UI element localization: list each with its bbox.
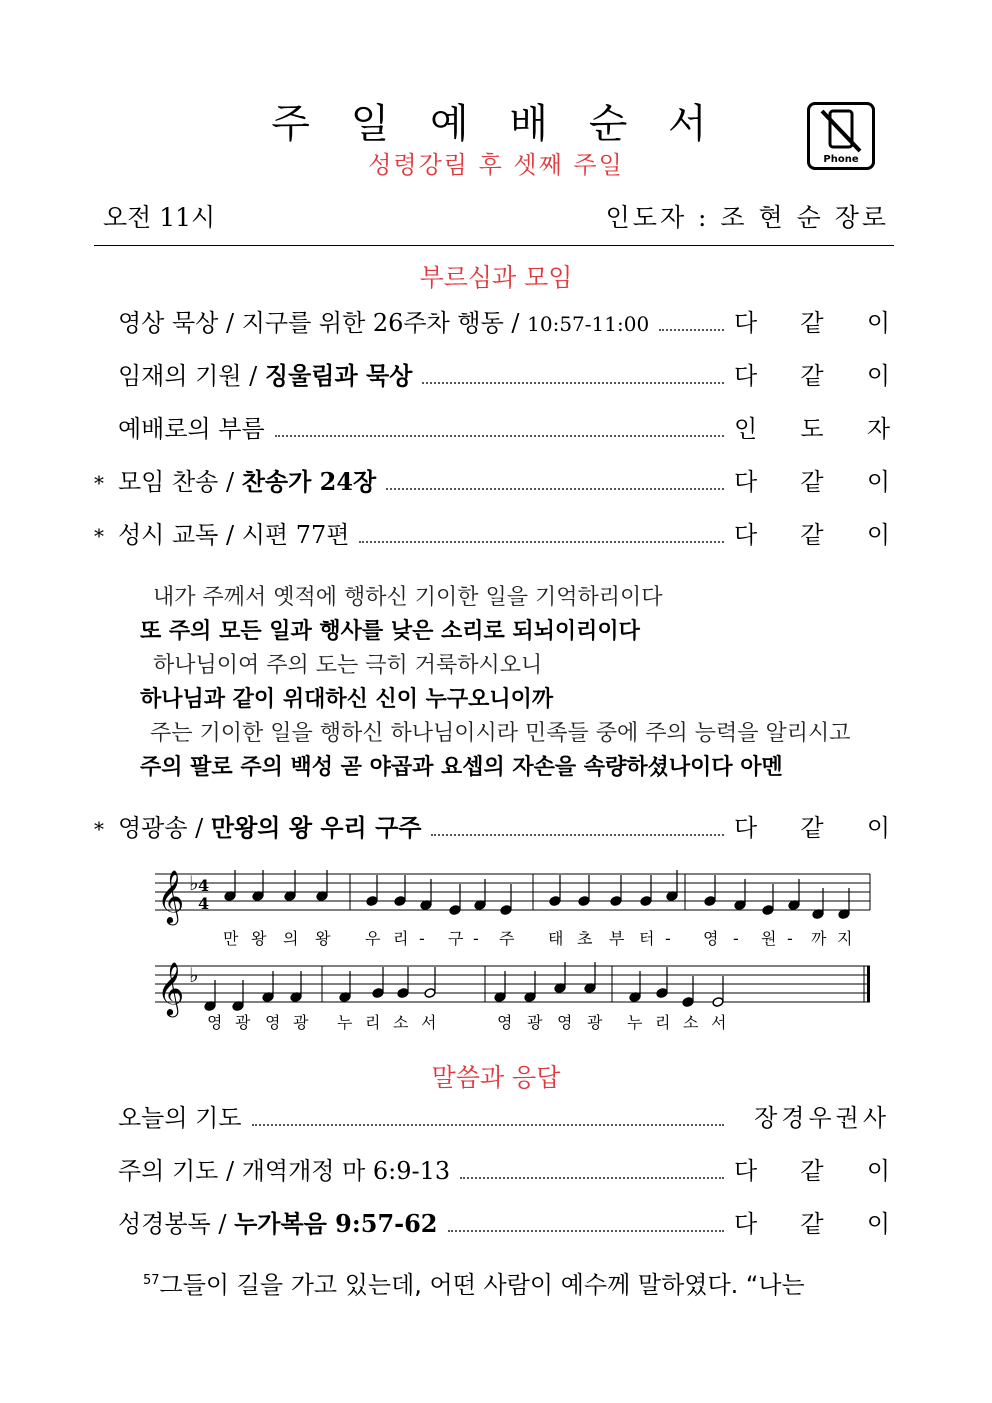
order-item [94,356,890,392]
psalm-response-line: 주의 팔로 주의 백성 곧 야곱과 요셉의 자손을 속량하셨나이다 아멘 [140,755,783,780]
lyric-syllable: 광 [527,1013,543,1032]
lyric-syllable: 소 [683,1013,699,1032]
lyric-syllable: 초 [577,929,593,948]
no-phone-icon [807,102,875,170]
order-item [94,303,890,339]
verse-text: 그들이 길을 가고 있는데, 어떤 사람이 예수께 말하였다. “나는 [159,1271,805,1299]
leader-dots [252,1123,724,1126]
lyric-syllable: 서 [421,1013,437,1032]
music-score [150,860,875,1050]
section-heading-gathering: 부르심과 모임 [419,263,573,292]
lyric-syllable: 광 [587,1013,603,1032]
header-divider [94,245,894,246]
item-label: 모임 찬송 / 찬송가 24장 [118,467,377,496]
note-head [704,896,716,907]
note-head [394,896,406,907]
order-item [94,409,890,445]
doxology-sheet-music [150,860,875,1054]
treble-clef: 𝄞 [157,961,185,1015]
flat-key-signature: ♭ [189,963,199,987]
lyric-syllable: 소 [393,1013,409,1032]
lyric-syllable: 부 [609,929,625,948]
lyric-syllable: 터 [639,929,655,948]
lyric-syllable: - [733,929,739,948]
lyric-syllable: 의 [283,929,299,948]
item-performer: 다 같 이 [734,1210,890,1238]
note-head [397,988,409,999]
lyric-syllable: 영 [557,1013,573,1032]
service-time: 오전 11시 [103,203,216,232]
item-performer: 다 같 이 [734,309,890,337]
lyric-syllable: - [419,929,425,948]
psalm-leader-line: 하나님이여 주의 도는 극히 거룩하시오니 [153,653,543,678]
time-signature-bottom: 4 [198,894,210,913]
item-performer: 다 같 이 [734,468,890,496]
leader-dots [359,540,724,543]
service-leader: 인도자 : 조 현 순 장로 [605,203,889,232]
lyric-syllable: - [665,929,671,948]
note-head [712,997,724,1008]
psalm-response-line: 또 주의 모든 일과 행사를 낮은 소리로 되뇌이리이다 [140,619,640,644]
time-signature-top: 4 [198,876,210,895]
note-head [549,896,561,907]
note-head [762,905,774,916]
lyric-syllable: 왕 [315,929,331,948]
lyric-syllable: 원 [761,929,777,948]
lyric-syllable: 왕 [251,929,267,948]
item-label: 성경봉독 / 누가복음 9:57-62 [118,1209,438,1238]
lyric-syllable: 리 [655,1013,671,1032]
order-item [94,515,890,551]
psalm-response-line: 하나님과 같이 위대하신 신이 누구오니이까 [140,687,554,712]
scripture-reading-text [143,1265,805,1300]
order-item [94,808,890,844]
item-performer: 다 같 이 [734,1157,890,1185]
flat-key-signature: ♭ [189,871,199,895]
item-performer: 인 도 자 [734,415,890,443]
note-head [578,896,590,907]
lyric-syllable: 구 [448,929,464,948]
psalm-leader-line: 주는 기이한 일을 행하신 하나님이시라 민족들 중에 주의 능력을 알리시고 [150,721,851,746]
page-title: 주 일 예 배 순 서 [271,101,721,147]
treble-clef: 𝄞 [157,869,185,923]
note-head [500,905,512,916]
note-head [366,896,378,907]
note-head [424,988,436,999]
leader-dots [386,487,724,490]
verse-number: 57 [143,1273,160,1288]
order-item [94,1204,890,1240]
item-label: 영광송 / 만왕의 왕 우리 구주 [118,813,422,842]
item-label: 성시 교독 / 시편 77편 [118,521,350,549]
item-label: 예배로의 부름 [118,415,265,443]
lyric-syllable: 서 [711,1013,727,1032]
item-performer: 장경우권사 [754,1104,890,1132]
leader-dots [422,381,724,384]
phone-label: Phone [823,154,859,165]
order-item [94,1151,890,1187]
item-performer: 다 같 이 [734,362,890,390]
lyric-syllable: 누 [337,1013,353,1032]
leader-dots [659,328,724,331]
lyric-syllable: 우 [365,929,381,948]
leader-dots [275,434,724,437]
lyric-syllable: - [473,929,479,948]
lyric-syllable: 영 [207,1013,223,1032]
lyric-syllable: 영 [265,1013,281,1032]
section-heading-word: 말씀과 응답 [431,1063,561,1092]
note-head [656,988,668,999]
lyric-syllable: 영 [703,929,719,948]
leader-dots [431,833,724,836]
page-subtitle: 성령강림 후 셋째 주일 [368,151,624,179]
item-label: 임재의 기원 / 징울림과 묵상 [118,361,413,390]
psalm-leader-line: 내가 주께서 옛적에 행하신 기이한 일을 기억하리이다 [153,585,663,610]
lyric-syllable: 지 [837,929,853,948]
note-head [610,896,622,907]
item-performer: 다 같 이 [734,814,890,842]
lyric-syllable: - [787,929,793,948]
lyric-syllable: 태 [548,929,564,948]
leader-dots [460,1176,724,1179]
standing-mark: * [94,471,104,495]
order-item [94,462,890,498]
item-performer: 다 같 이 [734,521,890,549]
note-head [372,988,384,999]
final-bar-line [867,966,870,1002]
item-label: 오늘의 기도 [118,1104,242,1132]
lyric-syllable: 영 [497,1013,513,1032]
item-label: 영상 묵상 / 지구를 위한 26주차 행동 / 10:57-11:00 [118,309,650,337]
lyric-syllable: 만 [223,929,239,948]
lyric-syllable: 까 [811,929,827,948]
standing-mark: * [94,817,104,841]
note-head [682,997,694,1008]
lyric-syllable: 리 [365,1013,381,1032]
lyric-syllable: 광 [293,1013,309,1032]
note-head [640,896,652,907]
lyric-syllable: 광 [235,1013,251,1032]
item-label: 주의 기도 / 개역개정 마 6:9-13 [118,1157,451,1185]
lyric-syllable: 주 [499,929,515,948]
note-head [449,905,461,916]
lyric-syllable: 리 [393,929,409,948]
lyric-syllable: 누 [627,1013,643,1032]
order-item [94,1098,890,1134]
standing-mark: * [94,524,104,548]
leader-dots [448,1229,724,1232]
